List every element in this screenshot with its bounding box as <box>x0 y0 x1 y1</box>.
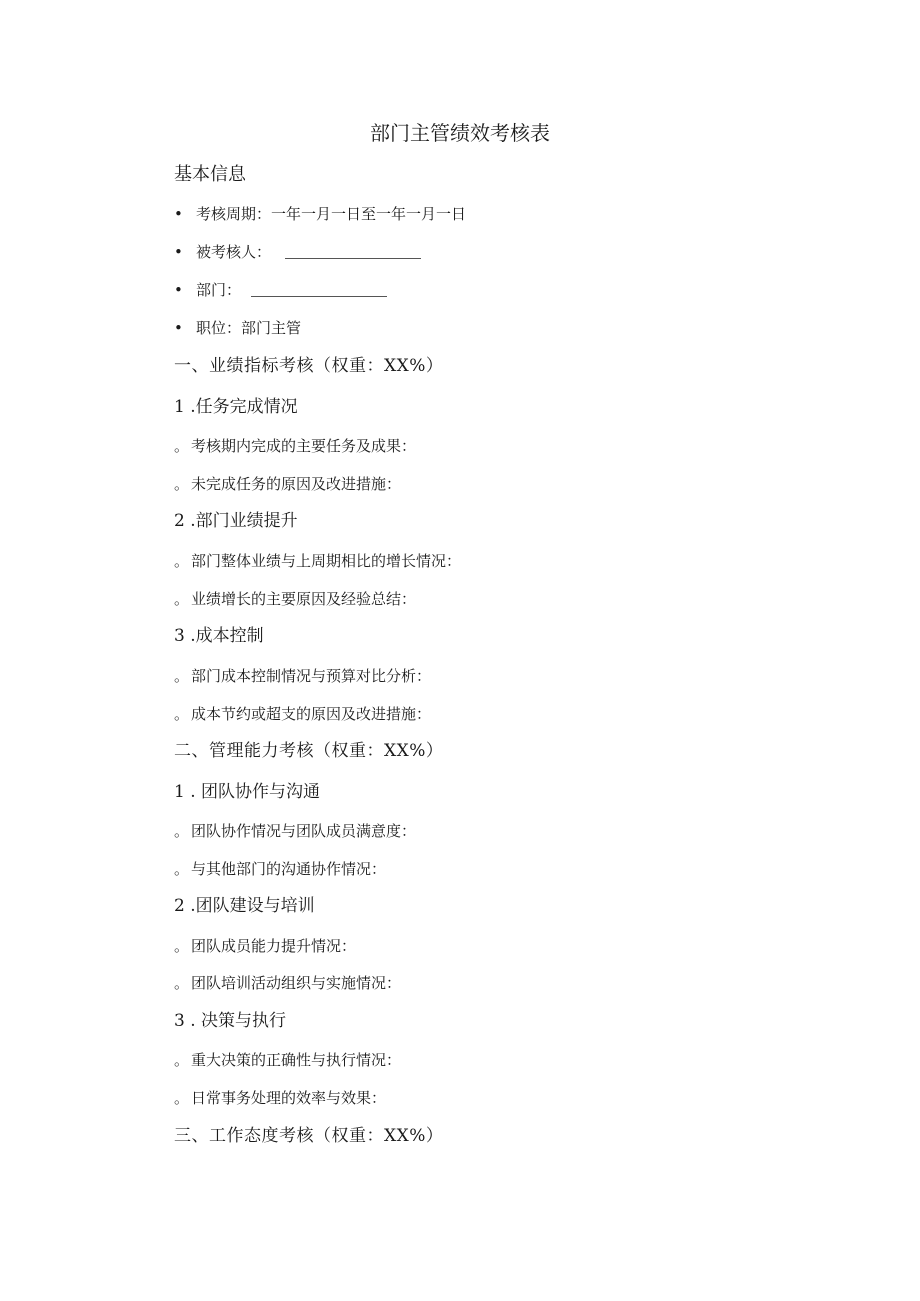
bullet-glyph: • <box>174 243 183 261</box>
list-item: 。 成本节约或超支的原因及改进措施： <box>174 702 431 726</box>
field-review-period <box>174 202 466 226</box>
fill-in-blank-line <box>251 282 387 297</box>
bullet-glyph: • <box>174 281 183 299</box>
list-item: 。 与其他部门的沟通协作情况： <box>174 857 386 881</box>
field-label: 职位： <box>196 319 242 337</box>
list-item: 。 考核期内完成的主要任务及成果： <box>174 434 416 458</box>
list-item: 。 重大决策的正确性与执行情况： <box>174 1048 401 1072</box>
list-item: 。 团队培训活动组织与实施情况： <box>174 971 401 995</box>
section-heading: 一、业绩指标考核（权重：XX%） <box>174 356 444 376</box>
item-marker: 。 <box>174 590 190 608</box>
field-label: 考核周期： <box>196 205 272 223</box>
item-marker: 。 <box>174 667 190 685</box>
section-heading: 三、工作态度考核（权重：XX%） <box>174 1126 444 1146</box>
subsection-heading: 2 .团队建设与培训 <box>174 896 315 916</box>
item-marker: 。 <box>174 552 190 570</box>
subsection-heading: 2 .部门业绩提升 <box>174 511 298 531</box>
list-item: 。 日常事务处理的效率与效果： <box>174 1086 386 1110</box>
subsection-heading: 1 . 团队协作与沟通 <box>174 782 321 802</box>
document-title: 部门主管绩效考核表 <box>370 121 550 145</box>
item-marker: 。 <box>174 937 190 955</box>
field-position <box>174 316 301 340</box>
fill-in-blank-line <box>285 244 421 259</box>
list-item: 。 部门成本控制情况与预算对比分析： <box>174 664 431 688</box>
field-value: 一年一月一日至一年一月一日 <box>271 205 467 223</box>
item-marker: 。 <box>174 860 190 878</box>
field-value: 部门主管 <box>241 319 302 337</box>
bullet-glyph: • <box>174 319 183 337</box>
bullet-glyph: • <box>174 205 183 223</box>
item-marker: 。 <box>174 1051 190 1069</box>
basic-info-heading: 基本信息 <box>174 164 246 185</box>
field-reviewee <box>174 240 421 264</box>
item-marker: 。 <box>174 475 190 493</box>
field-label: 被考核人： <box>196 243 272 261</box>
list-item: 。 团队成员能力提升情况： <box>174 934 356 958</box>
item-marker: 。 <box>174 974 190 992</box>
subsection-heading: 1 .任务完成情况 <box>174 397 298 417</box>
list-item: 。 团队协作情况与团队成员满意度： <box>174 819 416 843</box>
item-marker: 。 <box>174 437 190 455</box>
item-marker: 。 <box>174 822 190 840</box>
field-label: 部门： <box>196 281 242 299</box>
subsection-heading: 3 .成本控制 <box>174 626 264 646</box>
list-item: 。 未完成任务的原因及改进措施： <box>174 472 401 496</box>
list-item: 。 业绩增长的主要原因及经验总结： <box>174 587 416 611</box>
item-marker: 。 <box>174 705 190 723</box>
item-marker: 。 <box>174 1089 190 1107</box>
field-department <box>174 278 387 302</box>
section-heading: 二、管理能力考核（权重：XX%） <box>174 741 444 761</box>
list-item: 。 部门整体业绩与上周期相比的增长情况： <box>174 549 461 573</box>
subsection-heading: 3 . 决策与执行 <box>174 1011 287 1031</box>
